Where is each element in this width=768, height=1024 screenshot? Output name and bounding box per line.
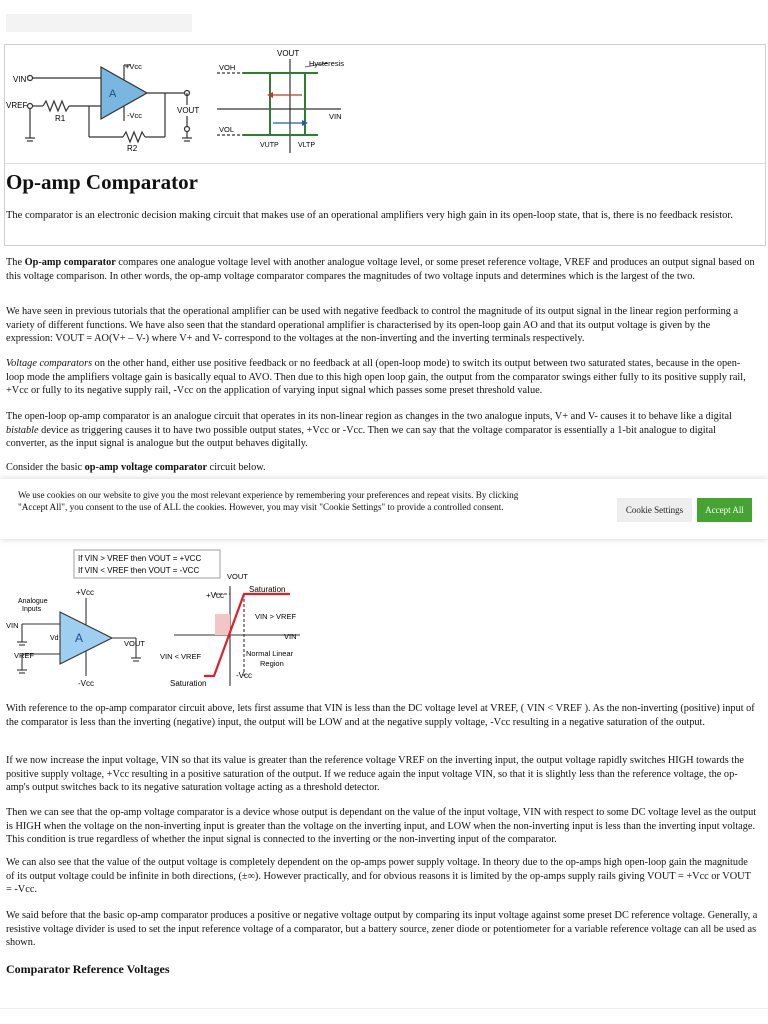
graph2-vin-gt-vref: VIN > VREF: [255, 612, 297, 621]
paragraph-8: Then we can see that the op-amp voltage comparator is a device whose output is dependant on the value of the input voltage, VIN with respect to some DC voltage level as the output is HIGH when the voltage on the non-inverting input is greater than the voltage on the inverting input, and LOW when the non-inverting input is less than the inverting input voltage. This condition is true regardless of whether the input signal is connected to the inverting or the non-inverting input of the comparator.: [6, 807, 757, 845]
paragraph-3: Voltage comparators on the other hand, either use positive feedback or no feedback at all (open-loop mode) to switch its output between two saturated states, because in the open-loop mode the amplifiers voltage gain is basically equal to AVO. Then due to this high open loop gain, the output from the comparator swings either fully to its positive supply rail, +Vcc or fully to its negative supply rail, -Vcc on the application of varying input signal which passes some preset threshold value.: [6, 358, 746, 396]
rule-line-1: If VIN > VREF then VOUT = +VCC: [78, 554, 202, 563]
graph-vutp-label: VUTP: [260, 142, 279, 149]
circuit-r2-label: R2: [127, 144, 138, 153]
graph-hysteresis-label: Hysteresis: [309, 59, 345, 68]
circuit-vout-label: VOUT: [177, 106, 200, 115]
graph2-saturation-top: Saturation: [249, 585, 286, 594]
graph2-vcc-neg: -Vcc: [236, 671, 252, 680]
hysteresis-comparator-figure: [5, 45, 765, 165]
circuit2-vin-label: VIN: [6, 621, 19, 630]
paragraph-5: Consider the basic op-amp voltage comparator circuit below.: [6, 462, 266, 473]
paragraph-2: We have seen in previous tutorials that the operational amplifier can be used with negative feedback to control the magnitude of its output signal in the linear region performing a variety of different functions. We have also seen that the standard operational amplifier is characterised by its open-loop gain AO and that its output voltage is given by the expression: VOUT = AO(V+ – V-) where V+ and V- correspond to the voltages at the non-inverting and the inverting terminals respectively.: [6, 306, 739, 344]
circuit-r1-label: R1: [55, 114, 66, 123]
circuit-vin-label: VIN: [13, 75, 27, 84]
section-subheading: Comparator Reference Voltages: [6, 962, 170, 976]
paragraph-6: With reference to the op-amp comparator circuit above, lets first assume that VIN is less than the DC voltage level at VREF, ( VIN < VREF ). As the non-inverting (positive) input of the comparator is less than the inverting (negative) input, the output will be LOW and at the negative supply voltage, -Vcc resulting in a negative saturation of the output.: [6, 703, 755, 728]
paragraph-1: The Op-amp comparator compares one analogue voltage level with another analogue voltage level, or some preset reference voltage, VREF and produces an output signal based on this voltage comparison. In other words, the op-amp voltage comparator compares the magnitudes of two voltage inputs and determines which is the largest of the two.: [6, 257, 755, 282]
circuit2-vout-label: VOUT: [124, 639, 145, 648]
op-amp-comparator-bold: Op-amp comparator: [24, 257, 116, 268]
figure-divider: [5, 163, 765, 164]
analogue-inputs-label-1: Analogue: [18, 598, 48, 605]
comparator-figure: [0, 546, 320, 692]
paragraph-7: If we now increase the input voltage, VIN so that its value is greater than the reference voltage VREF on the inverting input, the output voltage rapidly switches HIGH towards the positive supply voltage, +Vcc resulting in a positive saturation of the output. If we reduce again the input voltage VIN, so that it is slightly less than the reference voltage, the op-amp's output switches back to its negative saturation voltage acting as a threshold detector.: [6, 755, 744, 793]
rule-line-2: If VIN < VREF then VOUT = -VCC: [78, 566, 200, 575]
graph-vol-label: VOL: [219, 125, 235, 134]
circuit-vref-label: VREF: [6, 101, 28, 110]
graph-vout-label: VOUT: [277, 49, 300, 58]
top-strip: [0, 0, 768, 44]
circuit-vcc-pos: +Vcc: [125, 62, 142, 71]
circuit-vcc-neg: -Vcc: [127, 111, 142, 120]
graph2-normal-linear-2: Region: [260, 659, 284, 668]
graph2-vin-lt-vref: VIN < VREF: [160, 652, 202, 661]
bottom-divider: [0, 1008, 768, 1009]
circuit2-vd-label: Vd: [50, 635, 59, 642]
analogue-inputs-label-2: Inputs: [22, 606, 42, 613]
circuit-amp-label: A: [109, 88, 117, 100]
paragraph-4: The open-loop op-amp comparator is an analogue circuit that operates in its non-linear region as changes in the two analogue inputs, V+ and V- causes it to behave like a digital bistable device as triggering causes it to have two possible output states, +Vcc or -Vcc. Then we can say that the voltage comparator is essentially a 1-bit analogue to digital converter, as the input signal is analogue but the output behaves digitally.: [6, 411, 732, 449]
paragraph-10: We said before that the basic op-amp comparator produces a positive or negative voltage output by comparing its input voltage against some preset DC reference voltage. Generally, a resistive voltage divider is used to set the input reference voltage of a comparator, but a battery source, zener diode or potentiometer for a variable reference voltage can all be used as shown.: [6, 910, 758, 948]
graph2-vout-label: VOUT: [227, 572, 248, 581]
graph2-normal-linear-1: Normal Linear: [246, 649, 294, 658]
schmitt-circuit: [25, 65, 192, 142]
graph-vin-label: VIN: [329, 112, 342, 121]
graph-vltp-label: VLTP: [298, 142, 315, 149]
graph2-vin-label: VIN: [284, 632, 297, 641]
circuit2-amp-label: A: [75, 631, 84, 645]
graph2-vcc-pos: +Vcc: [206, 591, 225, 600]
page-title: Op-amp Comparator: [6, 170, 198, 194]
accept-all-button[interactable]: Accept All: [697, 498, 752, 522]
graph2-saturation-bottom: Saturation: [170, 679, 207, 688]
circuit2-vref-label: VREF: [14, 651, 35, 660]
graph-voh-label: VOH: [219, 63, 236, 72]
cookie-settings-button[interactable]: Cookie Settings: [617, 498, 692, 522]
hysteresis-graph: [217, 59, 341, 153]
circuit2-vcc-pos: +Vcc: [76, 588, 95, 597]
cookie-text: We use cookies on our website to give you the most relevant experience by remembering your preferences and repeat visits. By clicking "Accept All", you consent to the use of ALL the cookies. However, you may visit "Cookie Settings" to provide a controlled consent.: [18, 490, 519, 512]
cookie-banner: [0, 479, 768, 539]
intro-text: The comparator is an electronic decision making circuit that makes use of an operational amplifiers very high gain in its open-loop state, that is, there is no feedback resistor.: [6, 210, 733, 221]
circuit2-vcc-neg: -Vcc: [78, 679, 94, 688]
faded-logo: [6, 14, 192, 32]
paragraph-9: We can also see that the value of the output voltage is completely dependent on the op-amps power supply voltage. In theory due to the op-amps high open-loop gain the magnitude of its output voltage could be infinite in both directions, (±∞). However practically, and for obvious reasons it is limited by the op-amps supply rails giving VOUT = +Vcc or VOUT = -Vcc.: [6, 857, 751, 895]
